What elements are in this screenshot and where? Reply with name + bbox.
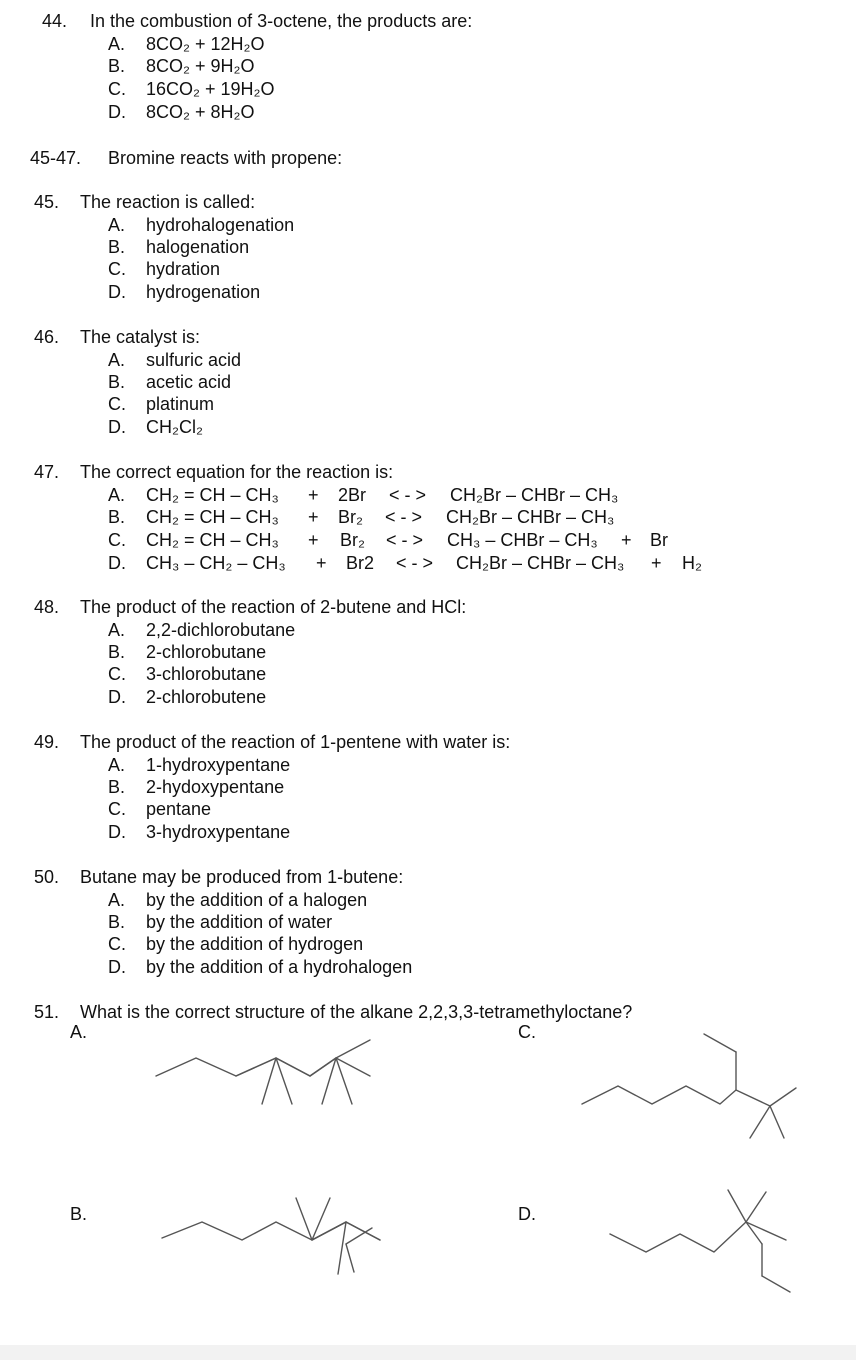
q44-option-c-letter[interactable]: C. [108,79,126,99]
q50-option-b-letter[interactable]: B. [108,912,126,932]
q49-option-d[interactable]: 3-hydroxypentane [146,822,291,842]
structure-d[interactable] [610,1190,790,1292]
q51-stem: What is the correct structure of the alkane 2,2,3,3-tetramethyloctane? [80,1002,633,1022]
q49-number: 49. [34,732,60,752]
q47-option-a-reactant: CH₂ = CH – CH₃ [146,485,279,505]
q50-stem: Butane may be produced from 1-butene: [80,867,404,887]
q49-option-b-letter[interactable]: B. [108,777,126,797]
q45-option-a[interactable]: hydrohalogenation [146,215,295,235]
q44-number: 44. [42,11,68,31]
q47-number: 47. [34,462,60,482]
q47-option-d-reactant: CH₃ – CH₂ – CH₃ [146,553,286,573]
q47-option-d-plus: + [316,553,327,573]
q47-option-b-product: CH₂Br – CHBr – CH₃ [446,507,615,527]
q46-option-d[interactable]: CH₂Cl₂ [146,417,203,437]
q47-option-c-plus2: + [621,530,632,550]
q47-option-c-arrow: < - > [386,530,424,550]
q46-option-c-letter[interactable]: C. [108,394,126,414]
q46-number: 46. [34,327,60,347]
q45-option-b[interactable]: halogenation [146,237,250,257]
q47-option-d-letter[interactable]: D. [108,553,126,573]
q47-option-a-plus: + [308,485,319,505]
q44-option-b-letter[interactable]: B. [108,56,126,76]
q48-option-b[interactable]: 2-chlorobutane [146,642,267,662]
q47-option-c-plus: + [308,530,319,550]
q46-option-a[interactable]: sulfuric acid [146,350,242,370]
q49-option-c[interactable]: pentane [146,799,212,819]
q50-option-a-letter[interactable]: A. [108,890,126,910]
q45-option-d[interactable]: hydrogenation [146,282,261,302]
q50-option-d-letter[interactable]: D. [108,957,126,977]
q49-option-a[interactable]: 1-hydroxypentane [146,755,291,775]
q44-option-d[interactable]: 8CO₂ + 8H₂O [146,102,255,122]
q49-stem: The product of the reaction of 1-pentene with water is: [80,732,511,752]
q50-option-d[interactable]: by the addition of a hydrohalogen [146,957,413,977]
q47-option-c-letter[interactable]: C. [108,530,126,550]
q45-option-c-letter[interactable]: C. [108,259,126,279]
q47-option-c-product: CH₃ – CHBr – CH₃ [447,530,598,550]
page-bottom-edge [0,1345,856,1360]
q46-option-b-letter[interactable]: B. [108,372,126,392]
q51-number: 51. [34,1002,60,1022]
q47-option-d-plus2: + [651,553,662,573]
q45-option-c[interactable]: hydration [146,259,221,279]
q50-option-a[interactable]: by the addition of a halogen [146,890,368,910]
q46-option-a-letter[interactable]: A. [108,350,126,370]
q45-47-number: 45-47. [30,148,82,168]
q45-option-d-letter[interactable]: D. [108,282,126,302]
q47-option-a-arrow: < - > [389,485,427,505]
q47-option-d-reagent: Br2 [346,553,375,573]
q48-option-a[interactable]: 2,2-dichlorobutane [146,620,296,640]
q46-option-d-letter[interactable]: D. [108,417,126,437]
q49-option-b[interactable]: 2-hydoxypentane [146,777,285,797]
q49-option-d-letter[interactable]: D. [108,822,126,842]
q44-option-a-letter[interactable]: A. [108,34,126,54]
q50-option-b[interactable]: by the addition of water [146,912,333,932]
q48-option-b-letter[interactable]: B. [108,642,126,662]
q48-option-a-letter[interactable]: A. [108,620,126,640]
q50-option-c-letter[interactable]: C. [108,934,126,954]
q47-option-c-reagent: Br₂ [340,530,365,550]
q51-label-c[interactable]: C. [518,1022,536,1042]
q51-label-d[interactable]: D. [518,1204,536,1224]
q47-option-d-extra: H₂ [682,553,702,573]
q48-option-d-letter[interactable]: D. [108,687,126,707]
q47-option-b-letter[interactable]: B. [108,507,126,527]
q44-option-a[interactable]: 8CO₂ + 12H₂O [146,34,265,54]
structure-c[interactable] [582,1034,796,1138]
q47-stem: The correct equation for the reaction is: [80,462,394,482]
q47-option-d-arrow: < - > [396,553,434,573]
q46-option-b[interactable]: acetic acid [146,372,232,392]
q47-option-b-arrow: < - > [385,507,423,527]
q47-option-a-reagent: 2Br [338,485,367,505]
q44-option-c[interactable]: 16CO₂ + 19H₂O [146,79,275,99]
q45-47-stem: Bromine reacts with propene: [108,148,343,168]
q48-option-d[interactable]: 2-chlorobutene [146,687,267,707]
q51-label-a[interactable]: A. [70,1022,88,1042]
q47-option-c-extra: Br [650,530,668,550]
q44-stem: In the combustion of 3-octene, the products are: [90,11,473,31]
q48-stem: The product of the reaction of 2-butene and HCl: [80,597,467,617]
q49-option-c-letter[interactable]: C. [108,799,126,819]
q48-number: 48. [34,597,60,617]
q50-option-c[interactable]: by the addition of hydrogen [146,934,364,954]
q44-option-b[interactable]: 8CO₂ + 9H₂O [146,56,255,76]
q47-option-a-product: CH₂Br – CHBr – CH₃ [450,485,619,505]
structure-b[interactable] [162,1198,380,1274]
q47-option-b-reactant: CH₂ = CH – CH₃ [146,507,279,527]
q45-option-a-letter[interactable]: A. [108,215,126,235]
q47-option-b-plus: + [308,507,319,527]
q44-option-d-letter[interactable]: D. [108,102,126,122]
q47-option-b-reagent: Br₂ [338,507,363,527]
q51-label-b[interactable]: B. [70,1204,88,1224]
structure-a[interactable] [156,1040,370,1104]
q46-option-c[interactable]: platinum [146,394,215,414]
q48-option-c-letter[interactable]: C. [108,664,126,684]
q45-stem: The reaction is called: [80,192,256,212]
q45-number: 45. [34,192,60,212]
q47-option-c-reactant: CH₂ = CH – CH₃ [146,530,279,550]
q45-option-b-letter[interactable]: B. [108,237,126,257]
q47-option-a-letter[interactable]: A. [108,485,126,505]
q48-option-c[interactable]: 3-chlorobutane [146,664,267,684]
q49-option-a-letter[interactable]: A. [108,755,126,775]
q46-stem: The catalyst is: [80,327,201,347]
q47-option-d-product: CH₂Br – CHBr – CH₃ [456,553,625,573]
q50-number: 50. [34,867,60,887]
